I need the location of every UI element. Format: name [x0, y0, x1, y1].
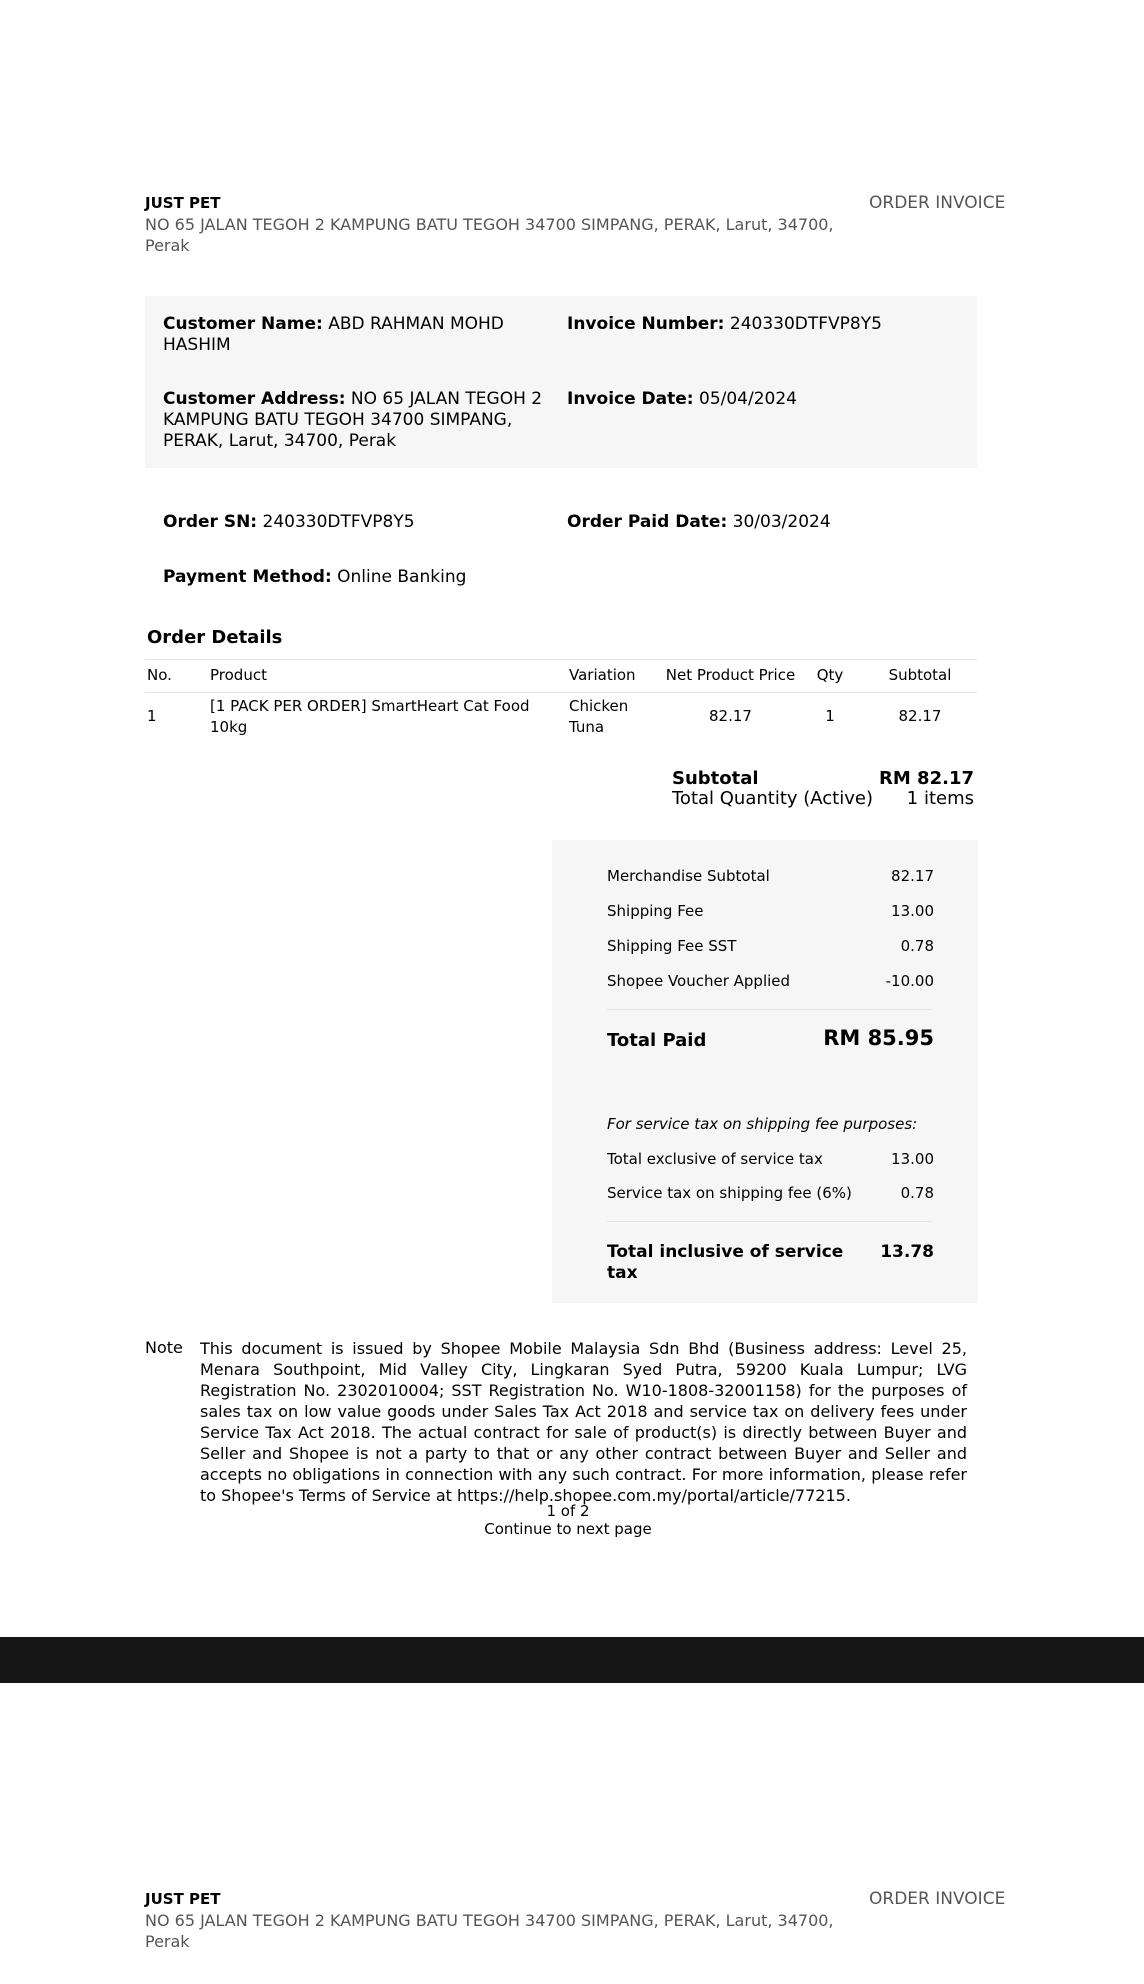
page2-shop-name: JUST PET — [145, 1890, 221, 1908]
order-sn — [163, 512, 543, 533]
col-header-variation: Variation — [569, 666, 636, 684]
invoice-number-value: 240330DTFVP8Y5 — [729, 314, 882, 334]
invoice-number — [567, 314, 967, 335]
order-sn-label: Order SN: — [163, 512, 258, 532]
service-tax-heading: For service tax on shipping fee purposes: — [607, 1115, 918, 1133]
total-exclusive-label: Total exclusive of service tax — [607, 1150, 823, 1168]
note-text: This document is issued by Shopee Mobile Malaysia Sdn Bhd (Business address: Level 25, Menara Southpoint, Mid Valley City, Lingkaran Syed Putra, 59200 Kuala Lumpur; LVG Registration No. 2302010004; SST Registration No. W10-1808-32001158) for the purposes of sales tax on low value goods under Sales Tax Act 2018 and service tax on delivery fees under Service Tax Act 2018. The actual contract for sale of product(s) is directly between Buyer and Seller and Shopee is not a party to that or any other contract between Buyer and Seller and accepts no obligations in connection with any such contract. For more information, please refer to Shopee's Terms of Service at https://help.shopee.com.my/portal/article/77215. — [200, 1339, 967, 1505]
row-product: [1 PACK PER ORDER] SmartHeart Cat Food 10kg — [210, 697, 530, 736]
document-type: ORDER INVOICE — [869, 193, 1006, 213]
total-paid-label: Total Paid — [607, 1030, 707, 1051]
total-paid-divider — [607, 1009, 932, 1010]
customer-address-label: Customer Address: — [163, 389, 346, 409]
merchandise-subtotal-label: Merchandise Subtotal — [607, 867, 770, 885]
invoice-date — [567, 389, 967, 410]
shipping-fee-label: Shipping Fee — [607, 902, 704, 920]
page-number: 1 of 2 — [546, 1502, 590, 1520]
invoice-date-label: Invoice Date: — [567, 389, 694, 409]
col-header-product: Product — [210, 666, 267, 684]
customer-address — [163, 389, 548, 452]
shopee-voucher-value: -10.00 — [885, 972, 934, 990]
payment-method-value: Online Banking — [337, 567, 467, 587]
page2-shop-address: NO 65 JALAN TEGOH 2 KAMPUNG BATU TEGOH 34700 SIMPANG, PERAK, Larut, 34700, Perak — [145, 1911, 834, 1951]
total-paid-value: RM 85.95 — [823, 1026, 934, 1050]
shop-name: JUST PET — [145, 194, 221, 212]
service-tax-label: Service tax on shipping fee (6%) — [607, 1184, 852, 1202]
order-paid-date — [567, 512, 967, 533]
row-qty: 1 — [825, 707, 835, 725]
shopee-voucher-label: Shopee Voucher Applied — [607, 972, 791, 990]
note-label: Note — [145, 1338, 183, 1357]
total-inclusive-label: Total inclusive of service tax — [607, 1242, 844, 1283]
total-inclusive-value: 13.78 — [880, 1242, 934, 1262]
total-quantity-value: 1 items — [906, 788, 974, 809]
shop-address: NO 65 JALAN TEGOH 2 KAMPUNG BATU TEGOH 34700 SIMPANG, PERAK, Larut, 34700, Perak — [145, 215, 834, 255]
order-paid-date-value: 30/03/2024 — [732, 512, 831, 532]
col-header-net-price: Net Product Price — [665, 666, 796, 684]
order-paid-date-label: Order Paid Date: — [567, 512, 728, 532]
shipping-fee-sst-label: Shipping Fee SST — [607, 937, 737, 955]
subtotal-value: RM 82.17 — [879, 768, 974, 789]
subtotal-label: Subtotal — [672, 768, 759, 789]
shipping-fee-value: 13.00 — [891, 902, 934, 920]
page2-document-type: ORDER INVOICE — [869, 1889, 1006, 1909]
service-tax-value: 0.78 — [900, 1184, 934, 1202]
customer-name-label: Customer Name: — [163, 314, 323, 334]
customer-name-value: ABD RAHMAN MOHD HASHIM — [163, 314, 504, 355]
row-net-price: 82.17 — [709, 707, 752, 725]
row-subtotal: 82.17 — [898, 707, 942, 725]
invoice-number-label: Invoice Number: — [567, 314, 725, 334]
invoice-date-value: 05/04/2024 — [699, 389, 797, 409]
customer-address-value: NO 65 JALAN TEGOH 2 KAMPUNG BATU TEGOH 34700 SIMPANG, PERAK, Larut, 34700, Perak — [163, 389, 543, 451]
order-details-title: Order Details — [147, 627, 283, 648]
total-exclusive-value: 13.00 — [891, 1150, 934, 1168]
table-top-line — [145, 659, 977, 660]
col-header-no: No. — [147, 666, 172, 684]
merchandise-subtotal-value: 82.17 — [891, 867, 934, 885]
customer-name — [163, 314, 543, 356]
continue-note: Continue to next page — [484, 1520, 652, 1538]
page-break-bar — [0, 1637, 1144, 1683]
row-variation: Chicken Tuna — [569, 697, 629, 736]
payment-method — [163, 567, 663, 588]
col-header-subtotal: Subtotal — [888, 666, 952, 684]
total-inclusive-divider — [607, 1221, 932, 1222]
row-no: 1 — [147, 707, 157, 725]
total-quantity-label: Total Quantity (Active) — [672, 788, 873, 809]
col-header-qty: Qty — [816, 666, 844, 684]
payment-method-label: Payment Method: — [163, 567, 332, 587]
shipping-fee-sst-value: 0.78 — [900, 937, 934, 955]
order-sn-value: 240330DTFVP8Y5 — [262, 512, 415, 532]
table-header-line — [145, 692, 977, 693]
